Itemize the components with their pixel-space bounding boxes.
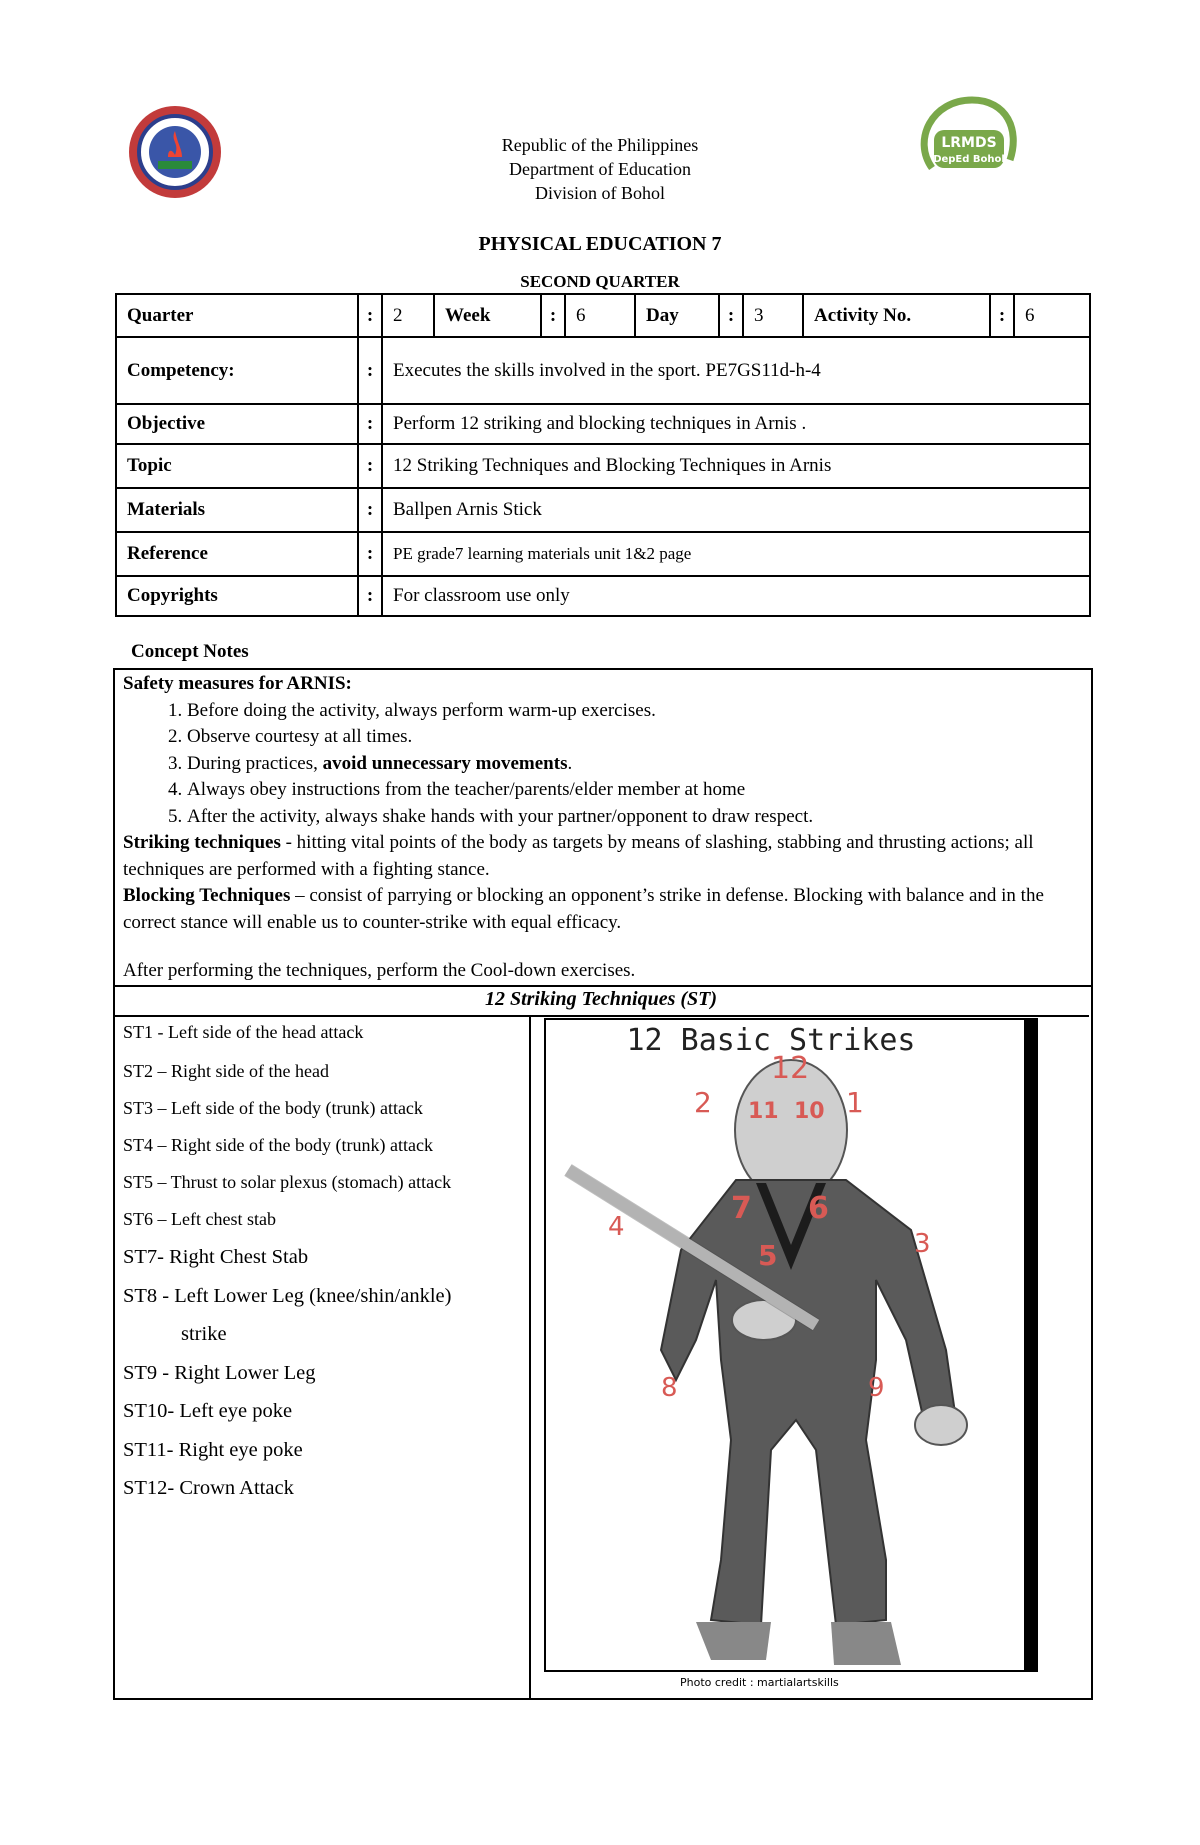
strike-number: 8	[661, 1373, 678, 1403]
topic-label: Topic	[116, 444, 358, 488]
strike-number: 12	[771, 1051, 810, 1086]
info-row-materials	[116, 488, 1090, 532]
day-value: 3	[743, 294, 803, 337]
safety-item: 4. Always obey instructions from the teacher/parents/elder member at home	[187, 777, 1083, 804]
colon: :	[358, 532, 382, 576]
blocking-term: Blocking Techniques	[123, 885, 291, 906]
concept-notes-content	[123, 671, 1083, 985]
striking-definition	[123, 830, 1083, 883]
strike-number: 10	[794, 1099, 825, 1124]
strike-number: 7	[731, 1191, 752, 1226]
reference-value: PE grade7 learning materials unit 1&2 page	[382, 532, 1090, 576]
striking-term: Striking techniques	[123, 832, 281, 853]
info-row-schedule	[116, 294, 1090, 337]
lrmds-bohol-logo	[912, 90, 1022, 190]
topic-value: 12 Striking Techniques and Blocking Techniques in Arnis	[382, 444, 1090, 488]
objective-value: Perform 12 striking and blocking techniques in Arnis .	[382, 404, 1090, 444]
day-label: Day	[635, 294, 719, 337]
striking-techniques-heading: 12 Striking Techniques (ST)	[113, 983, 1089, 1017]
header-department: Department of Education	[509, 159, 691, 179]
colon: :	[358, 294, 382, 337]
strike-number: 2	[694, 1086, 712, 1119]
info-row-topic	[116, 444, 1090, 488]
colon: :	[358, 337, 382, 404]
body-shape	[661, 1180, 956, 1625]
st-item: ST12- Crown Attack	[123, 1477, 294, 1499]
strike-number: 1	[846, 1086, 864, 1119]
safety-item	[187, 751, 1083, 778]
st-item: ST8 - Left Lower Leg (knee/shin/ankle)	[123, 1284, 452, 1307]
st-item: ST5 – Thrust to solar plexus (stomach) attack	[123, 1172, 452, 1192]
strike-number: 6	[808, 1191, 829, 1226]
basic-strikes-figure	[544, 1018, 1038, 1672]
quarter-value: 2	[382, 294, 434, 337]
safety-item: 2. Observe courtesy at all times.	[187, 724, 1083, 751]
right-foot	[696, 1622, 771, 1660]
colon: :	[719, 294, 743, 337]
st-item: ST6 – Left chest stab	[123, 1209, 276, 1229]
blocking-def-text: – consist of parrying or blocking an opponent’s strike in defense. Blocking with balance and in the correct stance will enable us to counter-strike with equal efficacy.	[123, 885, 1044, 933]
competency-label: Competency:	[116, 337, 358, 404]
st-item: ST3 – Left side of the body (trunk) attack	[123, 1098, 423, 1118]
page-title: PHYSICAL EDUCATION 7	[478, 233, 722, 255]
strike-number: 5	[758, 1239, 778, 1272]
info-row-copyrights	[116, 576, 1090, 616]
reference-label: Reference	[116, 532, 358, 576]
info-row-competency	[116, 337, 1090, 404]
copyrights-value: For classroom use only	[382, 576, 1090, 616]
colon: :	[358, 404, 382, 444]
safety-item-text: During practices,	[187, 752, 323, 774]
cooldown-note: After performing the techniques, perform the Cool-down exercises.	[123, 960, 636, 981]
colon: :	[358, 576, 382, 616]
blocking-definition	[123, 883, 1083, 936]
colon: :	[541, 294, 565, 337]
colon: :	[990, 294, 1014, 337]
st-item: ST9 - Right Lower Leg	[123, 1361, 316, 1384]
safety-item-punct: .	[567, 752, 573, 774]
header-division: Division of Bohol	[534, 183, 665, 203]
striking-def-text: - hitting vital points of the body as targets by means of slashing, stabbing and thrusting actions; all techniques are performed with a fighting stance.	[123, 832, 1034, 880]
lrmds-text: LRMDS	[941, 135, 997, 151]
striking-list	[123, 1017, 523, 1508]
header-republic: Republic of the Philippines	[501, 135, 699, 155]
info-row-reference	[116, 532, 1090, 576]
strike-number: 3	[914, 1229, 931, 1259]
photo-credit: Photo credit : martialartskills	[680, 1676, 839, 1689]
safety-item: 1. Before doing the activity, always perform warm-up exercises.	[187, 698, 1083, 725]
info-table	[115, 293, 1091, 617]
strike-number: 4	[608, 1212, 625, 1242]
safety-list	[123, 698, 1083, 831]
quarter-label: Quarter	[116, 294, 358, 337]
strike-number: 11	[748, 1099, 779, 1124]
week-label: Week	[434, 294, 541, 337]
st-item: ST10- Left eye poke	[123, 1400, 293, 1422]
colon: :	[358, 488, 382, 532]
safety-heading: Safety measures for ARNIS:	[123, 673, 352, 694]
concept-notes-title: Concept Notes	[131, 641, 249, 662]
competency-value: Executes the skills involved in the sport. PE7GS11d-h-4	[382, 337, 1090, 404]
st-item-continued: strike	[181, 1323, 227, 1345]
colon: :	[358, 444, 382, 488]
week-value: 6	[565, 294, 635, 337]
st-item: ST4 – Right side of the body (trunk) attack	[123, 1135, 433, 1155]
page-subtitle: SECOND QUARTER	[520, 272, 680, 291]
activity-label: Activity No.	[803, 294, 990, 337]
safety-item: 5. After the activity, always shake hands with your partner/opponent to draw respect.	[187, 804, 1083, 831]
info-row-objective	[116, 404, 1090, 444]
safety-item-emphasis: avoid unnecessary movements	[322, 752, 568, 774]
copyrights-label: Copyrights	[116, 576, 358, 616]
figure-title: 12 Basic Strikes	[626, 1023, 916, 1058]
left-hand	[915, 1405, 967, 1445]
activity-value: 6	[1014, 294, 1090, 337]
lrmds-subtext: DepEd Bohol	[933, 154, 1005, 165]
objective-label: Objective	[116, 404, 358, 444]
materials-label: Materials	[116, 488, 358, 532]
materials-value: Ballpen Arnis Stick	[382, 488, 1090, 532]
left-foot	[831, 1622, 901, 1665]
st-item: ST2 – Right side of the head	[123, 1061, 329, 1081]
st-item: ST7- Right Chest Stab	[123, 1246, 309, 1268]
st-item: ST1 - Left side of the head attack	[123, 1022, 364, 1042]
st-item: ST11- Right eye poke	[123, 1438, 303, 1461]
column-divider	[529, 1017, 531, 1698]
strike-number: 9	[868, 1373, 885, 1403]
